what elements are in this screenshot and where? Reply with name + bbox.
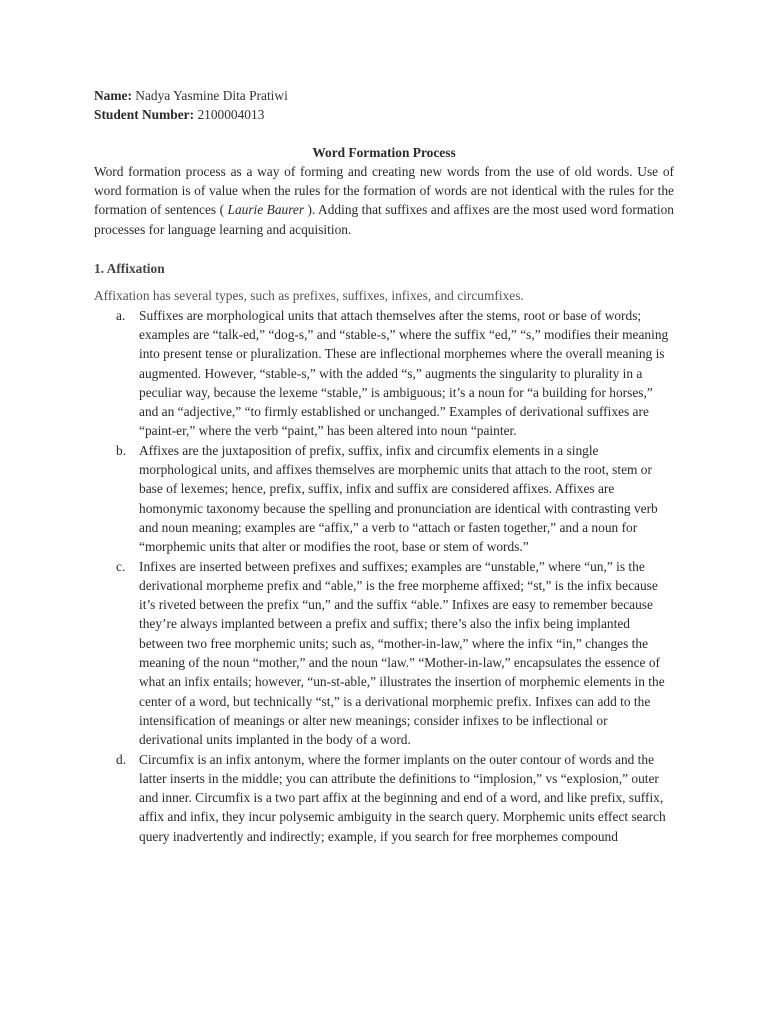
list-item-text: Suffixes are morphological units that attach themselves after the stems, root or base of words; examples are “talk-ed,” “dog-s,” and “stable-s,” where the suffix “ed,” “s,” modifies their meaning into present tense or pluralization. These are inflectional morphemes where the overall meaning is augmented. However, “stable-s,” with the added “s,” augments the singularity to plurality in a peculiar way, because the lexeme “stable,” is ambiguous; it’s a noun for “a building for horses,” and an “adjective,” “to firmly established or unchanged.” Examples of derivational suffixes are “paint-er,” where the verb “paint,” has been altered into noun “painter. xyxy=(139,307,669,439)
list-marker: d. xyxy=(116,751,127,767)
name-label: Name: xyxy=(94,88,132,103)
section-intro: Affixation has several types, such as prefixes, suffixes, infixes, and circumfixes. xyxy=(94,288,524,304)
intro-text-before: Word formation process as a way of forming and creating new words from the use of old words. Use of word formation is of value when the rules for the formation of words are not identical with the rules for the formation of sentences ( xyxy=(94,163,674,218)
intro-paragraph xyxy=(94,162,674,239)
list-marker: a. xyxy=(116,307,126,323)
list-marker: c. xyxy=(116,558,126,574)
intro-text-after: ). Adding that suffixes and affixes are the most used word formation processes for language learning and acquisition. xyxy=(94,202,674,237)
student-number-value: 2100004013 xyxy=(197,107,265,123)
list-item-d xyxy=(94,750,674,846)
list-item-c xyxy=(94,557,674,750)
intro-citation: Laurie Baurer xyxy=(227,202,305,218)
section-heading: 1. Affixation xyxy=(94,261,165,277)
list-item-text: Affixes are the juxtaposition of prefix, suffix, infix and circumfix elements in a single morphological units, and affixes themselves are morphemic units that attach to the root, stem or base of lexemes; hence, prefix, suffix, infix and suffix are considered affixes. Affixes are homonymic taxonomy because the spelling and pronunciation are identical with contrasting verb and noun meaning; examples are “affix,” a verb to “attach or fasten together,” and a noun for “morphemic units that alter or modifies the root, base or stem of words.” xyxy=(139,442,658,555)
student-number-label: Student Number: xyxy=(94,107,195,123)
name-value: Nadya Yasmine Dita Pratiwi xyxy=(135,88,288,103)
list-item-b xyxy=(94,441,674,557)
list-marker: b. xyxy=(116,442,127,458)
list-item-text: Infixes are inserted between prefixes and suffixes; examples are “unstable,” where “un,” is the derivational morpheme prefix and “able,” is the free morpheme affixed; “st,” is the infix because it’s riveted between the prefix “un,” and the suffix “able.” Infixes are easy to remember because they’re always implanted between a prefix and suffix; there’s also the infix being implanted between two free morphemic units; such as, “mother-in-law,” where the infix “in,” changes the meaning of the noun “mother,” and the noun “law.” “Mother-in-law,” encapsulates the essence of what an infix entails; however, “un-st-able,” illustrates the insertion of morphemic elements in the center of a word, but technically “st,” is a derivational morphemic prefix. Infixes can add to the intensification of meanings or alter new meanings; consider infixes to be inflectional or derivational units implanted in the body of a word. xyxy=(139,558,665,748)
student-name-line xyxy=(94,86,674,105)
list-item-text: Circumfix is an infix antonym, where the former implants on the outer contour of words and the latter inserts in the middle; you can attribute the definitions to “implosion,” vs “explosion,” outer and inner. Circumfix is a two part affix at the beginning and end of a word, and like prefix, suffix, affix and infix, they incur polysemic ambiguity in the search query. Morphemic units effect search query inadvertently and indirectly; example, if you search for free morphemes compound xyxy=(139,751,666,844)
affixation-list xyxy=(94,306,674,846)
student-number-line xyxy=(94,105,674,124)
list-item-a xyxy=(94,306,674,441)
document-title: Word Formation Process xyxy=(312,144,456,160)
